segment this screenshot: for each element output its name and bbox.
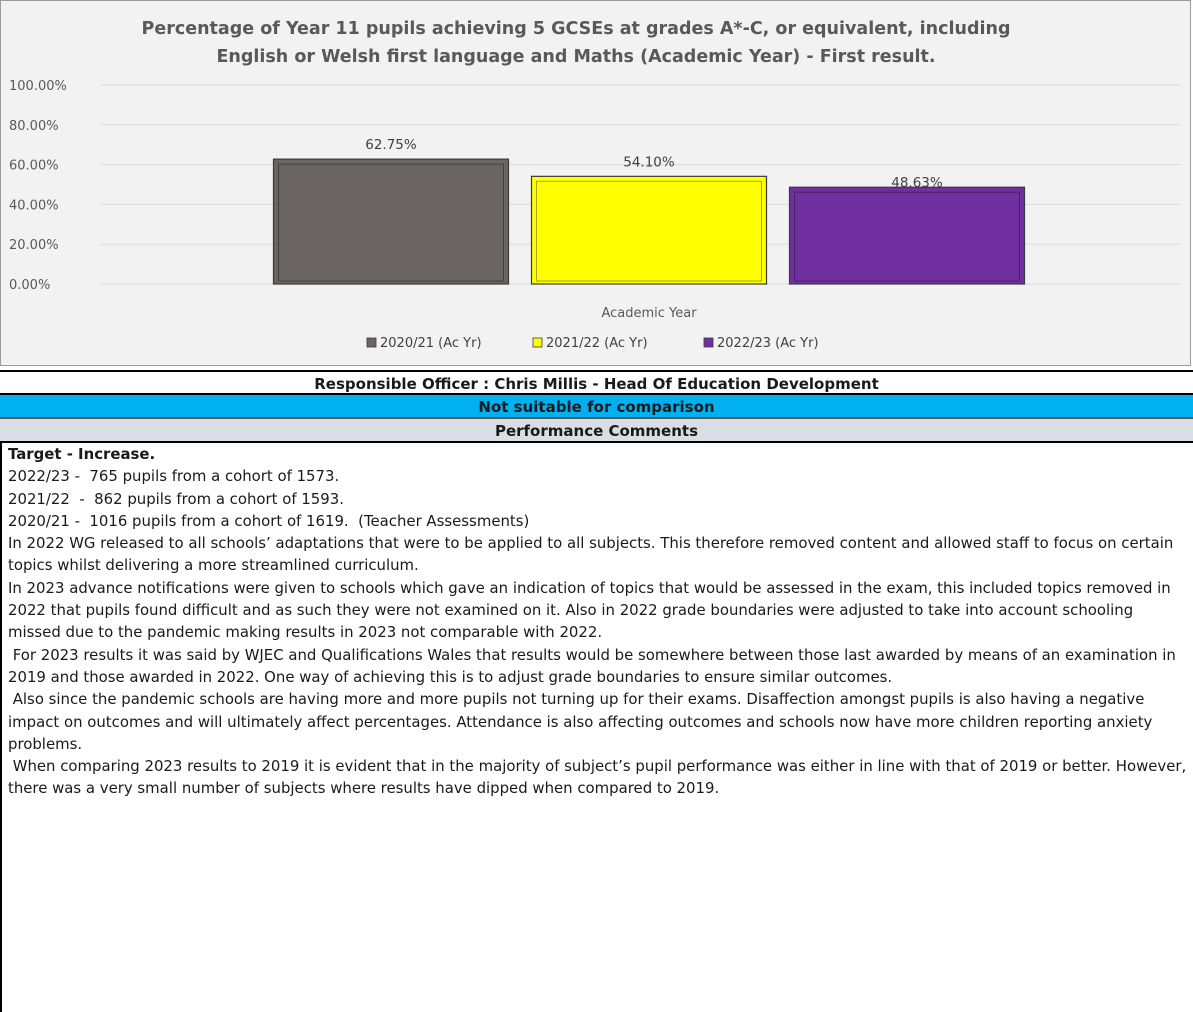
legend-label: 2022/23 (Ac Yr) [717,336,819,351]
legend-label: 2020/21 (Ac Yr) [380,336,482,351]
comment-paragraph: In 2023 advance notifications were given to schools which gave an indication of topics that would be assessed in the exam, this included topics removed in 2022 that pupils found difficult and as such they were not examined on it. Also in 2022 grade boundaries were adjusted to take into account schooling missed due to the pandemic making results in 2023 not comparable with 2022. [8,578,1176,642]
y-tick-label: 0.00% [9,278,51,293]
legend-swatch [704,338,713,347]
data-label: 62.75% [365,137,417,154]
responsible-officer: Responsible Officer : Chris Millis - Head Of Education Development [0,370,1193,395]
comparison-status: Not suitable for comparison [0,395,1193,419]
bar [790,187,1025,284]
performance-comments-heading: Performance Comments [0,419,1193,443]
y-tick-label: 20.00% [9,238,59,254]
chart-panel [0,0,1191,366]
comment-paragraph: For 2023 results it was said by WJEC and Qualifications Wales that results would be somewhere between those last awarded by means of an examination in 2019 and those awarded in 2022. One way of achieving this is to adjust grade boundaries to ensure similar outcomes. [8,645,1181,686]
comment-line: 2022/23 - 765 pupils from a cohort of 1573. [8,467,340,486]
comment-paragraph: When comparing 2023 results to 2019 it is evident that in the majority of subject’s pupil performance was either in line with that of 2019 or better. However, there was a very small number of subjects where results have dipped when compared to 2019. [8,757,1191,798]
comment-line: 2020/21 - 1016 pupils from a cohort of 1619. (Teacher Assessments) [8,511,530,530]
x-axis-label: Academic Year [601,306,697,321]
performance-comments [0,443,1193,1012]
comment-target: Target - Increase. [8,445,156,463]
y-tick-label: 40.00% [9,198,59,214]
comment-paragraph: In 2022 WG released to all schools’ adaptations that were to be applied to all subjects. This therefore removed content and allowed staff to focus on certain topics whilst delivering a more streamlined curriculum. [8,534,1179,575]
legend-swatch [367,338,376,347]
bar [274,159,509,284]
legend-label: 2021/22 (Ac Yr) [546,336,648,351]
bar-chart [1,1,1192,367]
comment-paragraph: Also since the pandemic schools are having more and more pupils not turning up for their exams. Disaffection amongst pupils is also having a negative impact on outcomes and will ultimately affect percentages. Attendance is also affecting outcomes and schools now have more children reporting anxiety problems. [8,690,1158,753]
bar [532,176,767,284]
y-tick-label: 80.00% [9,118,59,134]
chart-title-line-2: English or Welsh first language and Maths (Academic Year) - First result. [216,47,936,67]
y-tick-label: 60.00% [9,158,59,174]
data-label: 48.63% [891,175,943,192]
legend-swatch [533,338,542,347]
comment-line: 2021/22 - 862 pupils from a cohort of 1593. [8,489,344,508]
y-tick-label: 100.00% [9,79,67,94]
chart-title-line-1: Percentage of Year 11 pupils achieving 5 GCSEs at grades A*-C, or equivalent, including [141,19,1011,39]
data-label: 54.10% [623,154,675,171]
